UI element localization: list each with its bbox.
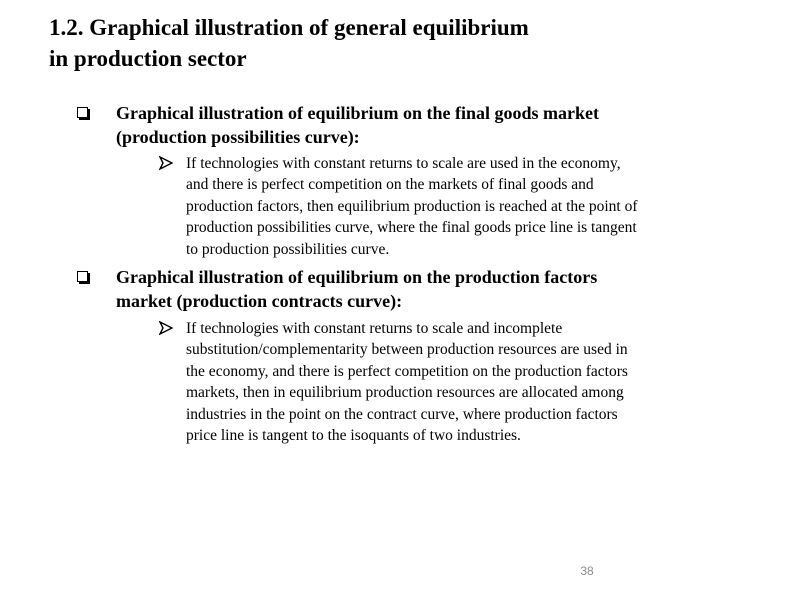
arrowhead-bullet-icon	[159, 153, 173, 173]
sub-bullet-text-line: the economy, and there is perfect competition on the production factors	[186, 362, 628, 380]
bullet-text-line: Graphical illustration of equilibrium on the final goods market	[116, 103, 600, 123]
sub-bullet-text-line: production factors, then equilibrium production is reached at the point of	[186, 197, 638, 215]
sub-bullet-text-line: If technologies with constant returns to scale are used in the economy,	[186, 155, 621, 172]
bullet-text-line: market (production contracts curve):	[116, 291, 403, 311]
page-number: 38	[580, 564, 594, 578]
arrowhead-bullet-icon	[159, 318, 173, 338]
sub-bullet-text-line: production possibilities curve, where the final goods price line is tangent	[186, 219, 637, 237]
bullet-text	[116, 101, 766, 149]
slide-title-line: 1.2. Graphical illustration of general equilibrium	[49, 15, 529, 40]
slide-title-line: in production sector	[49, 46, 247, 71]
square-bullet-icon	[77, 271, 88, 282]
bullet-text	[116, 265, 766, 313]
sub-bullet-text-line: industries in the point on the contract curve, where production factors	[186, 405, 618, 423]
bullet-text-line: Graphical illustration of equilibrium on the production factors	[116, 267, 598, 287]
sub-bullet-text-line: and there is perfect competition on the markets of final goods and	[186, 176, 594, 194]
sub-bullet-text-line: markets, then in equilibrium production resources are allocated among	[186, 384, 624, 402]
sub-bullet-text-line: substitution/complementarity between production resources are used in	[186, 341, 628, 359]
sub-bullet-text	[186, 318, 786, 446]
bullet-text-line: (production possibilities curve):	[116, 127, 360, 147]
sub-bullet-text-line: If technologies with constant returns to scale and incomplete	[186, 320, 563, 337]
sub-bullet-text-line: price line is tangent to the isoquants of two industries.	[186, 427, 521, 445]
slide-title	[49, 12, 729, 74]
sub-bullet-text-line: to production possibilities curve.	[186, 240, 390, 258]
square-bullet-icon	[77, 107, 88, 118]
sub-bullet-text	[186, 153, 786, 260]
